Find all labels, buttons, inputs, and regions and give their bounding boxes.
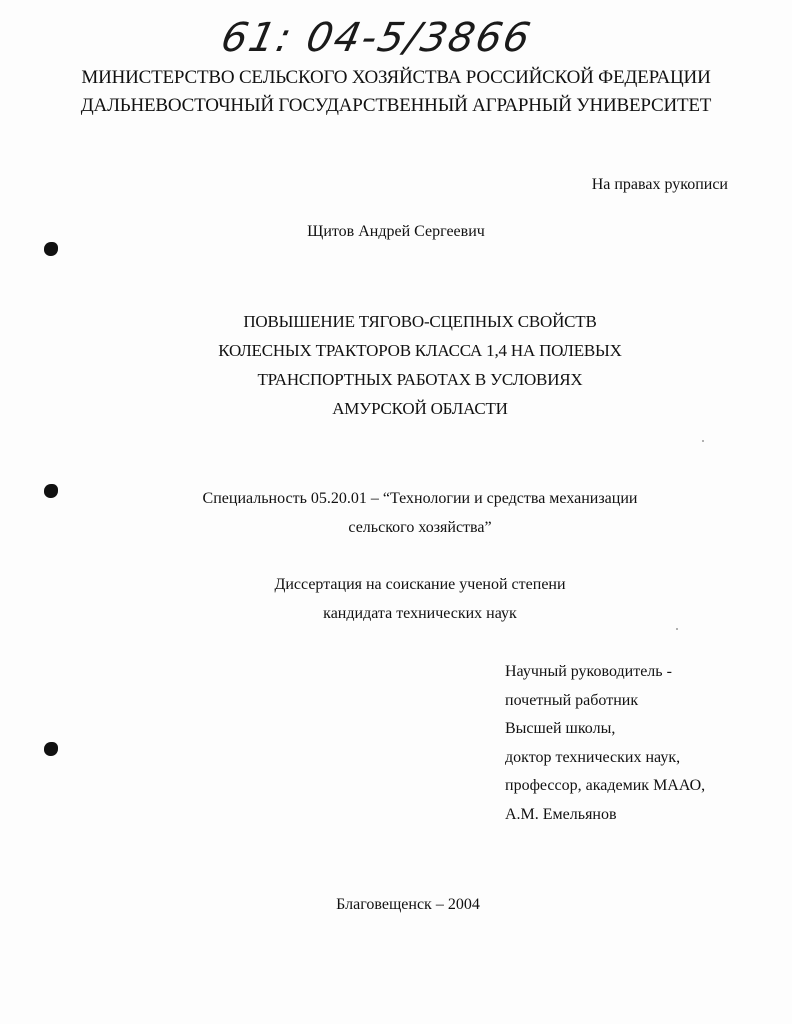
title-line: ТРАНСПОРТНЫХ РАБОТАХ В УСЛОВИЯХ — [257, 370, 583, 389]
degree-line: Диссертация на соискание ученой степени — [274, 576, 566, 593]
supervisor-line: А.М. Емельянов — [505, 805, 617, 823]
title-line: КОЛЕСНЫХ ТРАКТОРОВ КЛАССА 1,4 НА ПОЛЕВЫХ — [218, 341, 622, 360]
degree-block — [0, 570, 792, 628]
specialty-line: сельского хозяйства” — [348, 519, 492, 536]
supervisor-line: профессор, академик МААО, — [505, 777, 706, 794]
archive-number-handwritten: 61: 04-5/3866 — [217, 15, 537, 61]
binding-hole-mark — [44, 742, 58, 756]
supervisor-line: Высшей школы, — [505, 720, 616, 737]
ministry-name: МИНИСТЕРСТВО СЕЛЬСКОГО ХОЗЯЙСТВА РОССИЙСКОЙ ФЕДЕРАЦИИ — [81, 67, 711, 88]
title-line: ПОВЫШЕНИЕ ТЯГОВО-СЦЕПНЫХ СВОЙСТВ — [243, 312, 597, 331]
specialty-line: Специальность 05.20.01 – “Технологии и средства механизации — [202, 490, 638, 507]
title-line: АМУРСКОЙ ОБЛАСТИ — [332, 399, 508, 418]
university-name: ДАЛЬНЕВОСТОЧНЫЙ ГОСУДАРСТВЕННЫЙ АГРАРНЫЙ УНИВЕРСИТЕТ — [80, 95, 712, 116]
supervisor-block — [505, 658, 705, 829]
author-name: Щитов Андрей Сергеевич — [307, 223, 485, 240]
city-year: Благовещенск – 2004 — [336, 896, 480, 913]
dissertation-title — [0, 307, 792, 423]
supervisor-line: почетный работник — [505, 691, 639, 709]
scan-speck — [676, 628, 678, 630]
supervisor-line: доктор технических наук, — [505, 748, 681, 766]
rights-note: На правах рукописи — [591, 176, 728, 193]
binding-hole-mark — [44, 242, 58, 256]
binding-hole-mark — [44, 484, 58, 498]
supervisor-line: Научный руководитель - — [505, 663, 672, 680]
degree-line: кандидата технических наук — [323, 605, 517, 622]
institution-header — [0, 64, 792, 120]
specialty-block — [0, 484, 792, 542]
scan-speck — [702, 440, 704, 442]
